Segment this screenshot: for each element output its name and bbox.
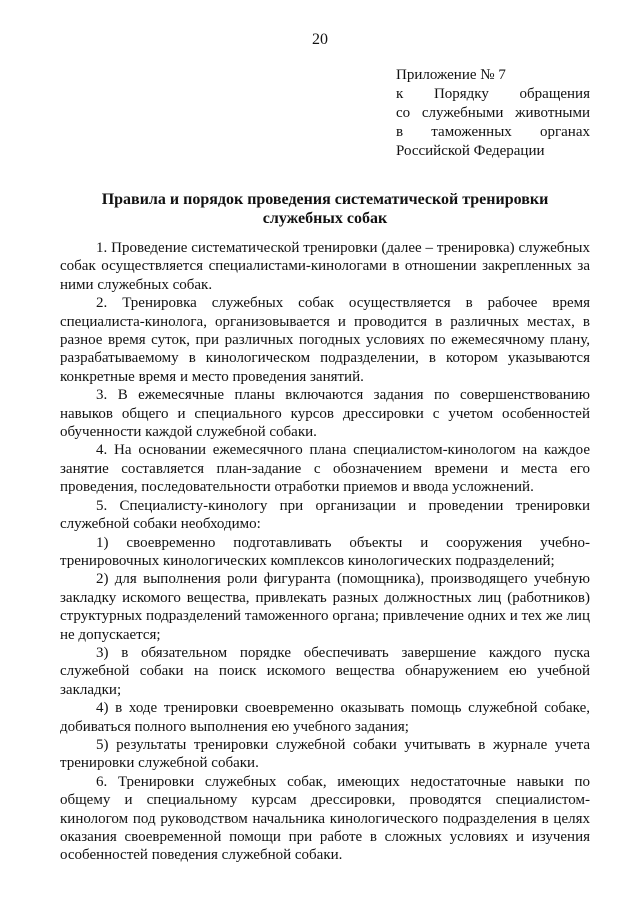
paragraph-5: 5. Специалисту-кинологу при организации и проведении тренировки служебной собаки необходимо: [60,497,590,533]
paragraph-5-item-3: 3) в обязательном порядке обеспечивать завершение каждого пуска служебной собаки на поиск искомого вещества обнаружением ею учебной закладки; [60,644,590,698]
paragraph-3: 3. В ежемесячные планы включаются задания по совершенствованию навыков общего и специального курсов дрессировки с учетом особенностей обученности каждой служебной собаки. [60,387,590,441]
appendix-word: органах [539,124,590,140]
appendix-title: Приложение № 7 [396,67,506,83]
document-body [60,239,590,865]
appendix-line-2 [396,104,590,123]
paragraph-5-item-1: 1) своевременно подготавливать объекты и сооружения учебно-тренировочных кинологических комплексов кинологических подразделений; [60,534,590,569]
appendix-header [396,66,590,161]
appendix-word: к [396,86,404,102]
paragraph-1: 1. Проведение систематической тренировки (далее – тренировка) служебных собак осуществляется специалистами-кинологами в отношении закрепленных за ними служебных собак. [60,240,590,293]
appendix-line-4: Российской Федерации [396,143,545,159]
appendix-word: в [396,124,404,140]
appendix-word: Порядку [433,86,489,102]
document-title-line-2: служебных собак [262,210,388,227]
page-number: 20 [312,31,328,48]
appendix-word: обращения [519,86,590,102]
paragraph-5-item-4: 4) в ходе тренировки своевременно оказывать помощь служебной собаке, добиваться полного выполнения ею учебного задания; [60,700,590,735]
paragraph-6: 6. Тренировки служебных собак, имеющих недостаточные навыки по общему и специальному курсам дрессировки, проводятся специалистом-кинологом под руководством начальника кинологического подразделения в целях оказания своевременной помощи при работе в сложных условиях и изучения особенностей поведения служебной собаки. [60,773,590,864]
appendix-word: животными [515,105,590,121]
appendix-word: служебными [421,105,504,121]
document-title [60,190,590,228]
paragraph-2: 2. Тренировка служебных собак осуществляется в рабочее время специалиста-кинолога, организовывается и проводится в различных местах, в разное время суток, при различных погодных условиях по ежемесячному плану, разрабатываемому в кинологическом подразделении, в котором указываются конкретные время и место проведения занятий. [60,295,590,385]
appendix-line-3 [396,123,590,142]
appendix-line-1 [396,85,590,104]
document-title-line-1: Правила и порядок проведения систематической тренировки [101,191,549,208]
paragraph-4: 4. На основании ежемесячного плана специалистом-кинологом на каждое занятие составляется план-задание с обозначением времени и места его проведения, последовательности отработки приемов и ввода усложнений. [60,442,590,496]
paragraph-5-item-2: 2) для выполнения роли фигуранта (помощника), производящего учебную закладку искомого вещества, привлекать разных должностных лиц (работников) структурных подразделений таможенного органа; привлечение одних и тех же лиц не допускается; [60,571,590,643]
appendix-word: таможенных [431,124,512,140]
appendix-word: со [396,105,411,121]
paragraph-5-item-5: 5) результаты тренировки служебной собаки учитывать в журнале учета тренировки служебной собаки. [60,736,590,772]
